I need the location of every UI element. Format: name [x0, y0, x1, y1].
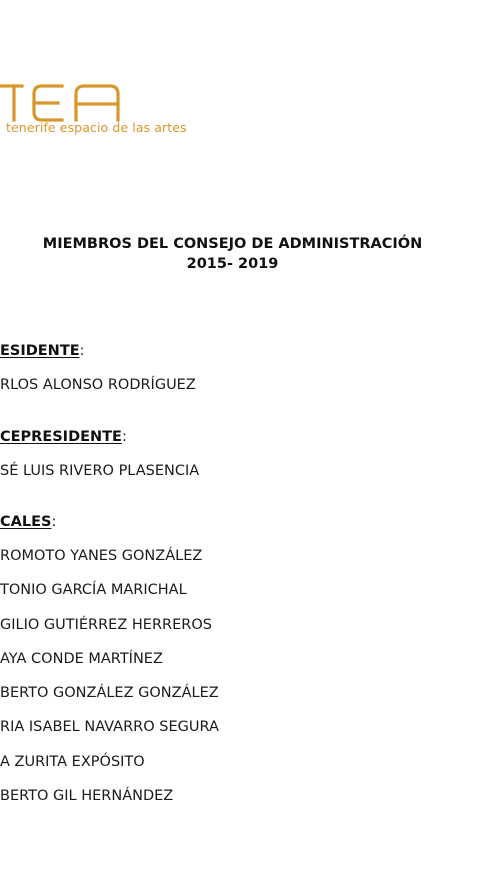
vocales-label	[0, 514, 56, 530]
vicepresidente-label	[0, 429, 127, 445]
presidente-label	[0, 343, 85, 359]
vocal-member: ROMOTO YANES GONZÁLEZ	[0, 548, 203, 564]
vocal-member: AYA CONDE MARTÍNEZ	[0, 651, 163, 667]
vocal-member: BERTO GIL HERNÁNDEZ	[0, 788, 174, 804]
presidente-label-text: ESIDENTE	[0, 343, 80, 359]
vocales-label-text: CALES	[0, 514, 52, 530]
tea-logo-mark	[0, 82, 125, 122]
vicepresidente-label-text: CEPRESIDENTE	[0, 429, 122, 445]
vocal-member: GILIO GUTIÉRREZ HERREROS	[0, 617, 212, 633]
vocal-member: RIA ISABEL NAVARRO SEGURA	[0, 719, 219, 735]
document-title: MIEMBROS DEL CONSEJO DE ADMINISTRACIÓN	[42, 236, 423, 252]
vicepresidente-label-colon: :	[121, 429, 127, 445]
document-period: 2015- 2019	[186, 256, 279, 272]
vocales-label-colon: :	[51, 514, 57, 530]
presidente-label-colon: :	[79, 343, 85, 359]
vocal-member: TONIO GARCÍA MARICHAL	[0, 582, 187, 598]
vicepresidente-name: SÉ LUIS RIVERO PLASENCIA	[0, 463, 200, 479]
vocal-member: A ZURITA EXPÓSITO	[0, 754, 145, 770]
presidente-name: RLOS ALONSO RODRÍGUEZ	[0, 377, 196, 393]
logo-tagline: tenerife espacio de las artes	[6, 120, 187, 135]
tea-logo	[0, 82, 220, 138]
vocal-member: BERTO GONZÁLEZ GONZÁLEZ	[0, 685, 219, 701]
